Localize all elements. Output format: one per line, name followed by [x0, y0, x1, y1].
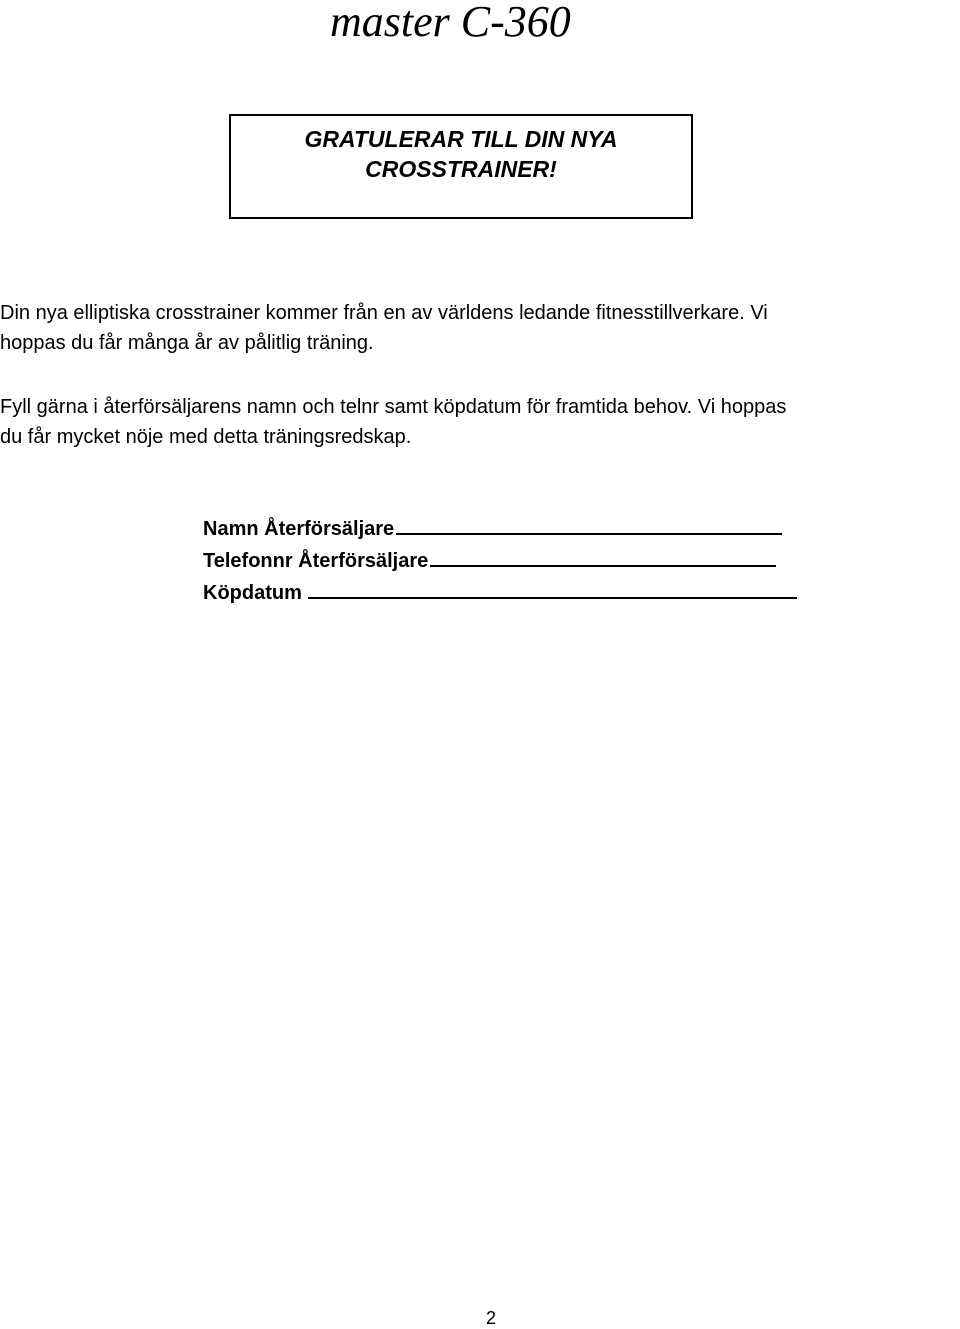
banner-line-1: GRATULERAR TILL DIN NYA [304, 126, 618, 152]
intro-line-2: hoppas du får många år av pålitlig träning. [0, 332, 374, 354]
dealer-name-label: Namn Återförsäljare [203, 518, 395, 540]
intro-paragraph [0, 298, 960, 358]
purchase-date-row [203, 577, 797, 609]
instruction-line-2: du får mycket nöje med detta träningsredskap. [0, 426, 412, 448]
instruction-paragraph [0, 392, 960, 452]
banner-line-2: CROSSTRAINER! [365, 156, 557, 182]
dealer-phone-row [203, 545, 797, 577]
dealer-info-form [203, 513, 797, 609]
purchase-date-label: Köpdatum [203, 582, 302, 604]
purchase-date-field[interactable] [308, 577, 797, 599]
dealer-name-row [203, 513, 797, 545]
instruction-line-1: Fyll gärna i återförsäljarens namn och telnr samt köpdatum för framtida behov. Vi hoppas [0, 396, 787, 418]
dealer-phone-label: Telefonnr Återförsäljare [203, 550, 429, 572]
document-title: master C-360 [330, 0, 571, 46]
intro-line-1: Din nya elliptiska crosstrainer kommer från en av världens ledande fitnesstillverkare. Vi [0, 302, 768, 324]
dealer-phone-field[interactable] [430, 545, 776, 567]
dealer-name-field[interactable] [396, 513, 782, 535]
congratulations-banner [229, 114, 693, 219]
page-number: 2 [486, 1308, 497, 1328]
